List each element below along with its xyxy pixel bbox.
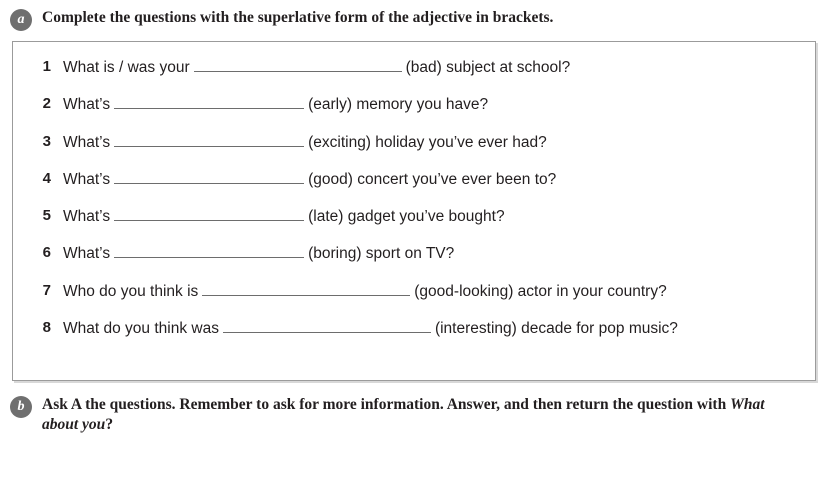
question-text-before: What’s: [63, 133, 111, 151]
question-body: [63, 242, 454, 265]
task-a-instruction: Complete the questions with the superlative form of the adjective in brackets.: [42, 9, 554, 26]
answer-blank[interactable]: [202, 280, 410, 296]
question-item: [29, 242, 799, 265]
question-body: [63, 131, 547, 154]
question-number: 6: [42, 244, 51, 262]
question-text-before: What’s: [63, 208, 111, 225]
question-text-after: (good-looking) actor in your country?: [414, 282, 667, 300]
task-b-italic-phrase: What about you: [42, 396, 765, 433]
task-b-instruction: [42, 395, 802, 435]
question-body: [63, 317, 678, 340]
question-text-after: (late) gadget you’ve bought?: [308, 208, 505, 225]
question-body: [63, 56, 570, 79]
task-b-badge: b: [10, 396, 32, 418]
answer-blank[interactable]: [114, 243, 304, 259]
question-number: 4: [42, 169, 51, 187]
answer-blank[interactable]: [114, 131, 304, 147]
task-b-row: [0, 395, 828, 435]
question-number: 5: [42, 207, 51, 224]
task-b-text-2: the questions. Remember to ask for more information. Answer, and then return the question with: [81, 396, 731, 413]
question-item: [29, 280, 799, 303]
task-b-text-3: ?: [105, 415, 114, 433]
question-text-before: What’s: [63, 245, 111, 263]
answer-blank[interactable]: [114, 168, 304, 184]
question-number: 7: [42, 281, 51, 299]
question-text-after: (early) memory you have?: [308, 96, 489, 114]
question-text-before: Who do you think is: [63, 282, 199, 300]
task-a-badge: a: [10, 9, 32, 31]
question-item: [29, 317, 799, 340]
question-item: [29, 205, 799, 228]
question-item: [29, 93, 799, 116]
task-b-text-1: Ask: [42, 396, 71, 413]
question-text-after: (bad) subject at school?: [405, 59, 571, 76]
question-text-before: What’s: [63, 170, 111, 188]
question-number: 3: [42, 132, 51, 150]
question-number: 2: [42, 95, 51, 113]
question-item: [29, 168, 799, 191]
answer-blank[interactable]: [223, 317, 431, 333]
question-body: [63, 205, 505, 228]
answer-blank[interactable]: [114, 205, 304, 221]
task-a-row: [0, 8, 828, 31]
answer-blank[interactable]: [114, 94, 304, 110]
question-text-before: What’s: [63, 96, 111, 114]
question-body: [63, 168, 556, 191]
question-body: [63, 93, 488, 116]
exercise-box: [12, 41, 816, 381]
question-text-after: (good) concert you’ve ever been to?: [308, 170, 557, 188]
question-item: [29, 56, 799, 79]
question-number: 8: [42, 318, 51, 336]
question-text-after: (boring) sport on TV?: [308, 245, 455, 263]
question-item: [29, 131, 799, 154]
question-number: 1: [42, 58, 51, 75]
question-text-before: What do you think was: [63, 319, 219, 337]
answer-blank[interactable]: [194, 56, 402, 72]
question-text-before: What is / was your: [63, 59, 190, 76]
question-text-after: (exciting) holiday you’ve ever had?: [308, 133, 547, 151]
question-body: [63, 280, 667, 303]
question-list: [29, 56, 799, 340]
question-text-after: (interesting) decade for pop music?: [434, 319, 678, 337]
task-b-role-letter: A: [70, 396, 82, 413]
worksheet-page: [0, 8, 828, 497]
